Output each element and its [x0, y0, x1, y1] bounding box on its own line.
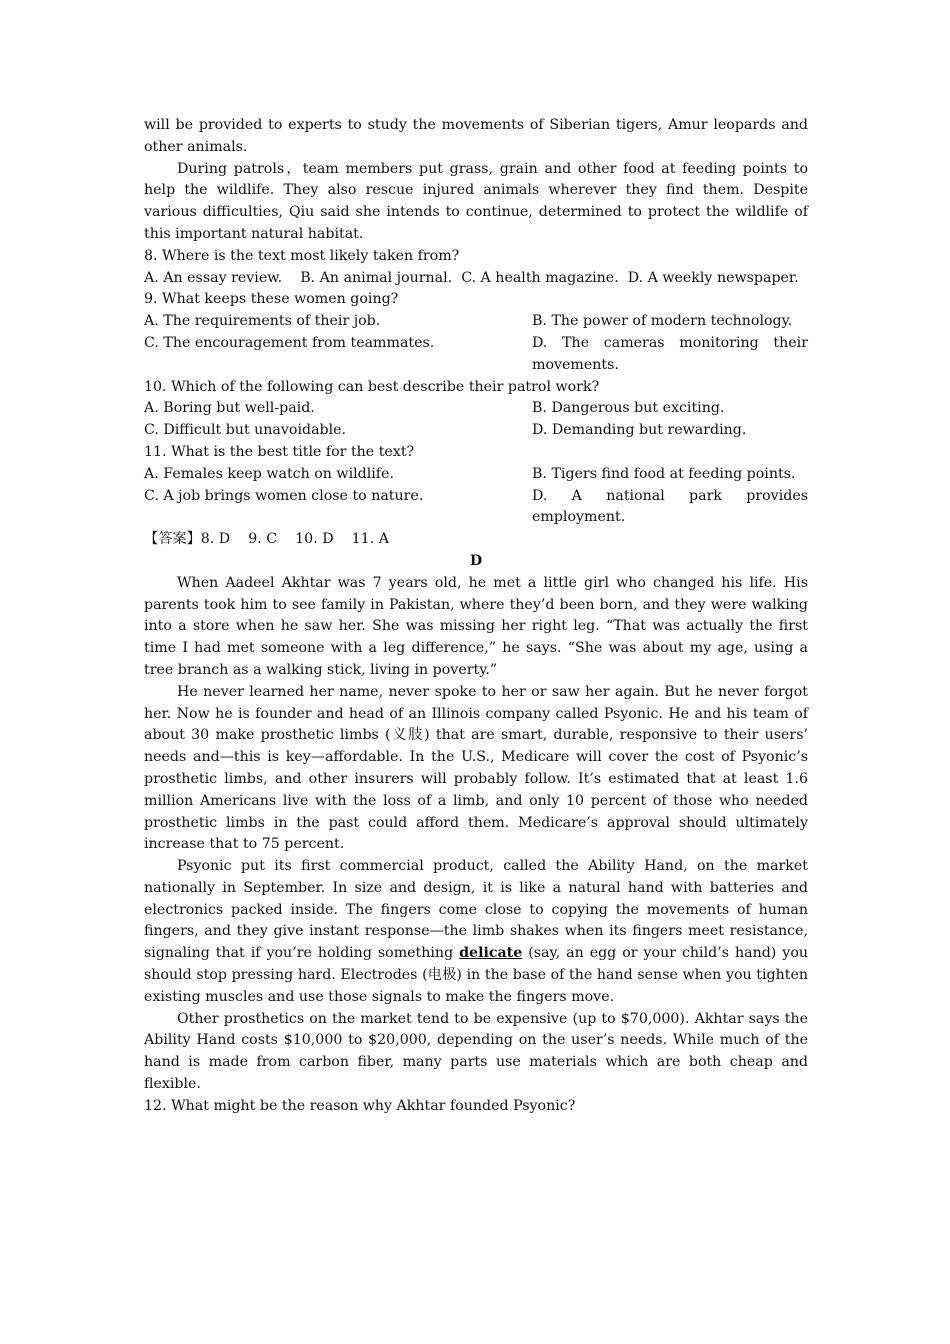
option-c: C. A job brings women close to nature. [144, 487, 424, 504]
document-page [144, 115, 808, 1118]
question-8-options: A. An essay review. B. An animal journal. C. A health magazine. D. A weekly newspaper. [144, 269, 799, 286]
passage-d-paragraph: He never learned her name, never spoke to her or saw her again. But he never forgot her. Now he is founder and head of an Illinois company called Psyonic. He and his team of about 30 make prosthetic limbs (义肢) that are smart, durable, responsive to their users’ needs and—this is key—affordable. In the U.S., Medicare will cover the cost of Psyonic’s prosthetic limbs, and other insurers will probably follow. It’s estimated that at least 1.6 million Americans live with the loss of a limb, and only 10 percent of those who needed prosthetic limbs in the past could afford them. Medicare’s approval should ultimately increase that to 75 percent. [144, 683, 808, 853]
question-10-options-row [144, 420, 808, 442]
underlined-word: delicate [459, 945, 523, 962]
passage-d-paragraph: Other prosthetics on the market tend to be expensive (up to $70,000). Akhtar says the Ability Hand costs $10,000 to $20,000, depending on the user’s needs. While much of the hand is made from carbon fiber, many parts use materials which are both cheap and flexible. [144, 1010, 808, 1093]
question-9-options-row [144, 333, 808, 377]
option-d: D. Demanding but rewarding. [532, 422, 747, 439]
option-d: D. The cameras monitoring their movements. [532, 334, 808, 373]
option-a: A. Boring but well-paid. [144, 400, 315, 417]
option-b: B. Tigers find food at feeding points. [532, 465, 796, 482]
option-b: B. The power of modern technology. [532, 313, 793, 330]
question-12: 12. What might be the reason why Akhtar founded Psyonic? [144, 1097, 576, 1114]
option-a: A. Females keep watch on wildlife. [144, 465, 394, 482]
option-a: A. The requirements of their job. [144, 313, 381, 330]
question-11: 11. What is the best title for the text? [144, 443, 415, 460]
question-9: 9. What keeps these women going? [144, 291, 399, 308]
option-c: C. The encouragement from teammates. [144, 334, 435, 351]
question-11-options-row [144, 486, 808, 530]
question-11-options-row [144, 464, 808, 486]
question-10: 10. Which of the following can best describe their patrol work? [144, 378, 600, 395]
question-10-options-row [144, 398, 808, 420]
option-c: C. Difficult but unavoidable. [144, 422, 347, 439]
question-8: 8. Where is the text most likely taken from? [144, 247, 460, 264]
passage-d-title: D [469, 552, 483, 569]
answer-key: 【答案】8. D 9. C 10. D 11. A [144, 531, 389, 548]
passage-d-paragraph: When Aadeel Akhtar was 7 years old, he met a little girl who changed his life. His parents took him to see family in Pakistan, where they’d been born, and they were walking into a store when he saw her. She was missing her right leg. “That was actually the first time I had met someone with a leg difference,” he says. “She was about my age, using a tree branch as a walking stick, living in poverty.” [144, 574, 808, 678]
option-d: D. A national park provides employment. [532, 487, 808, 526]
passage-c-paragraph: will be provided to experts to study the movements of Siberian tigers, Amur leopards and other animals. [144, 117, 808, 155]
question-9-options-row [144, 311, 808, 333]
option-b: B. Dangerous but exciting. [532, 400, 725, 417]
paragraph-text: (say, an egg or your child’s hand) you should stop pressing hard. Electrodes (电极) in the base of the hand sense when you tighten existing muscles and use those signals to make the fingers move. [144, 945, 808, 1005]
paragraph-text: Psyonic put its first commercial product, called the Ability Hand, on the market nationally in September. In size and design, it is like a natural hand with batteries and electronics packed inside. The fingers come close to copying the movements of human fingers, and they give instant response—the limb shakes when its fingers meet resistance, signaling that if you’re holding something [144, 858, 808, 962]
passage-c-paragraph: During patrols，team members put grass, grain and other food at feeding points to help the wildlife. They also rescue injured animals wherever they find them. Despite various difficulties, Qiu said she intends to continue, determined to protect the wildlife of this important natural habitat. [144, 160, 808, 242]
passage-d-paragraph [144, 856, 808, 1009]
